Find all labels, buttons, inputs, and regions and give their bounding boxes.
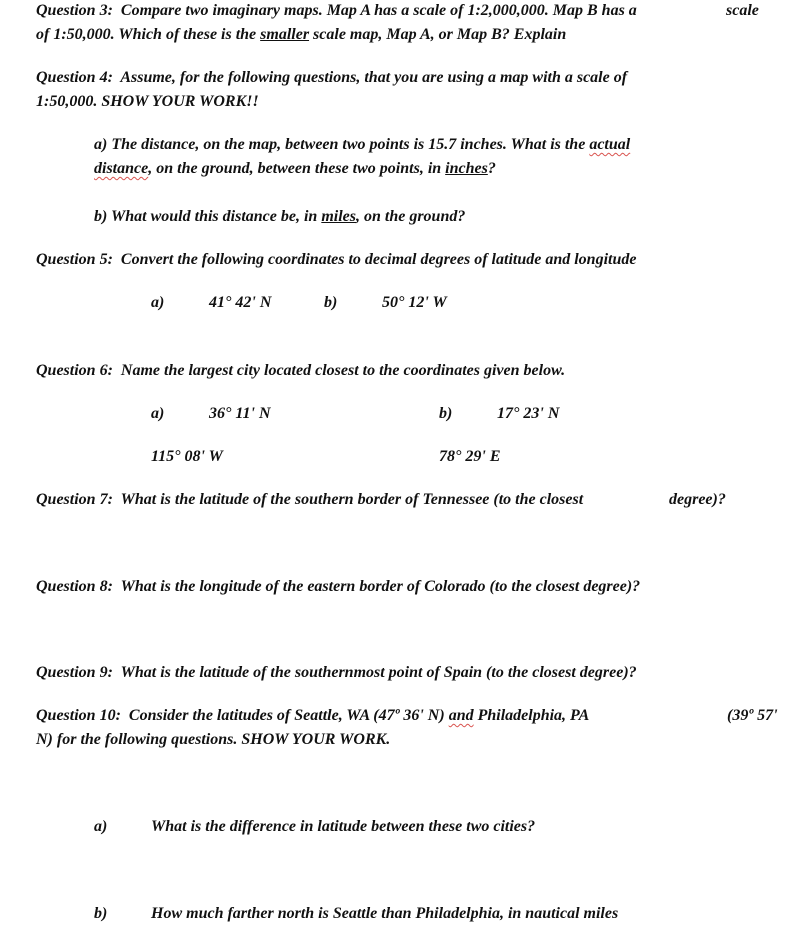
- q4b-text: b) What would this distance be, in: [94, 208, 322, 225]
- q3-text-line1-tail: scale: [726, 2, 759, 19]
- q6-line: [36, 361, 565, 381]
- q8-text: What is the longitude of the eastern border of Colorado (to the closest degree)?: [120, 578, 641, 595]
- q9-line: [36, 663, 637, 683]
- q9-label: Question 9:: [36, 664, 113, 681]
- q3-smaller-underlined: smaller: [260, 26, 310, 43]
- q4-text-line1: Assume, for the following questions, that you are using a map with a scale of: [120, 69, 628, 86]
- q4-text-line2: 1:50,000. SHOW YOUR WORK!!: [36, 93, 259, 110]
- q5a-label: a): [151, 294, 165, 311]
- q4b-miles-underlined: miles: [321, 208, 356, 225]
- q4a-text-line2: , on the ground, between these two points, in: [148, 160, 446, 177]
- q3-text-line2b: scale map, Map A, or Map B? Explain: [309, 26, 567, 43]
- q4a-distance-underlined: distance: [94, 160, 149, 177]
- q10a-text: What is the difference in latitude between these two cities?: [151, 818, 536, 835]
- q6a-lon: 115° 08' W: [151, 448, 223, 465]
- q8-line: [36, 577, 640, 597]
- q6a-lat: 36° 11' N: [209, 405, 271, 422]
- q5-text: Convert the following coordinates to decimal degrees of latitude and longitude: [120, 251, 637, 268]
- q4b-text-end: , on the ground?: [355, 208, 466, 225]
- q7-text: What is the latitude of the southern border of Tennessee (to the closest: [120, 491, 584, 508]
- q4a-line2: [94, 159, 496, 179]
- q5-line: [36, 250, 636, 270]
- q9-text: What is the latitude of the southernmost point of Spain (to the closest degree)?: [120, 664, 637, 681]
- q3-line2: [36, 25, 566, 45]
- q7-text-tail: degree)?: [669, 491, 726, 508]
- q4a-text-line1: a) The distance, on the map, between two points is 15.7 inches. What is the: [94, 136, 590, 153]
- q8-label: Question 8:: [36, 578, 113, 595]
- q6b-lat: 17° 23' N: [497, 405, 560, 422]
- q3-text-line2a: of 1:50,000. Which of these is the: [36, 26, 261, 43]
- q10-text-line1a: Consider the latitudes of Seattle, WA (47º 36' N): [128, 707, 449, 724]
- q4-line1: [36, 68, 627, 88]
- q10-line1: [36, 706, 589, 726]
- q5-label: Question 5:: [36, 251, 113, 268]
- q4b-line: [94, 207, 465, 227]
- q10-label: Question 10:: [36, 707, 121, 724]
- q7-label: Question 7:: [36, 491, 113, 508]
- q10-text-line1b: Philadelphia, PA: [473, 707, 590, 724]
- q4a-text-line2-end: ?: [487, 160, 496, 177]
- q4a-inches-underlined: inches: [445, 160, 488, 177]
- q3-label: Question 3:: [36, 2, 113, 19]
- q3-text-line1: Compare two imaginary maps. Map A has a scale of 1:2,000,000. Map B has a: [120, 2, 637, 19]
- q7-line: [36, 490, 583, 510]
- q10-and-underlined: and: [448, 707, 474, 724]
- q4-label: Question 4:: [36, 69, 113, 86]
- q6-label: Question 6:: [36, 362, 113, 379]
- q5a-value: 41° 42' N: [209, 294, 272, 311]
- q5b-label: b): [324, 294, 338, 311]
- q6b-label: b): [439, 405, 453, 422]
- q6-text: Name the largest city located closest to the coordinates given below.: [120, 362, 566, 379]
- q6a-label: a): [151, 405, 165, 422]
- q10a-label: a): [94, 818, 108, 835]
- q10-text-line1-tail: (39º 57': [727, 707, 778, 724]
- q10-text-line2: N) for the following questions. SHOW YOUR WORK.: [36, 731, 391, 748]
- q3-line1: [36, 1, 637, 21]
- q10b-text: How much farther north is Seattle than Philadelphia, in nautical miles: [151, 905, 619, 922]
- q10b-label: b): [94, 905, 108, 922]
- q5b-value: 50° 12' W: [382, 294, 447, 311]
- q4a-actual-underlined: actual: [589, 136, 631, 153]
- q6b-lon: 78° 29' E: [439, 448, 501, 465]
- q4a-line1: [94, 135, 630, 155]
